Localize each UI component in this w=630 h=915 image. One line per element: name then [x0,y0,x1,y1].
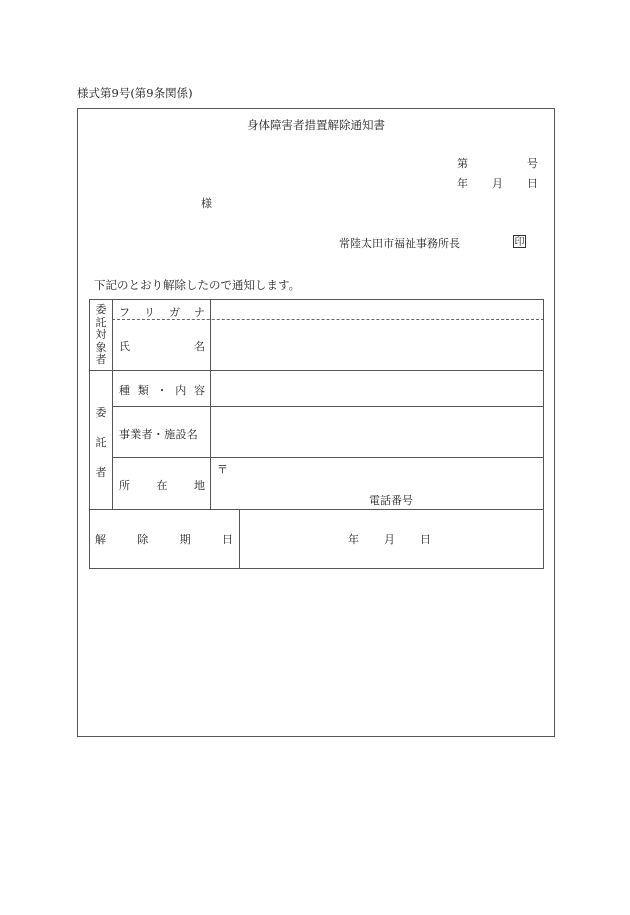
issuer-name: 常陸太田市福祉事務所長 [339,237,460,250]
addressee-suffix: 様 [201,197,212,210]
table-line [89,568,544,569]
release-date-label: 解 除 期 日 [95,533,233,546]
table-line [89,299,90,569]
seal-mark: 印 [514,237,525,248]
table-line [89,299,544,300]
type-content-label: 種 類 ・ 内 容 [119,384,205,397]
issue-date-day: 日 [527,177,538,190]
document-title: 身体障害者措置解除通知書 [247,118,385,132]
entrusted-person-header: 委 託 対 象 者 [95,303,107,366]
name-label: 氏 名 [119,340,205,353]
issue-date-month: 月 [492,177,503,190]
table-line [239,509,240,569]
table-line [210,299,211,509]
table-line [112,406,544,407]
document-frame [77,108,555,737]
postal-mark: 〒 [217,463,228,476]
issue-date-year: 年 [457,177,468,190]
form-number-label: 様式第9号(第9条関係) [77,86,193,100]
entrustee-header: 委 託 者 [95,406,107,479]
furigana-label: フ リ ガ ナ [119,306,205,319]
table-line [112,457,544,458]
table-line [112,299,113,509]
release-date-day: 日 [420,533,431,546]
release-date-month: 月 [384,533,395,546]
issue-number-suffix: 号 [527,157,538,170]
issue-number-prefix: 第 [457,157,468,170]
address-label: 所 在 地 [119,479,205,492]
table-line [543,299,544,569]
release-date-year: 年 [348,533,359,546]
business-facility-label: 事業者・施設名 [119,428,199,441]
table-line [89,509,544,510]
phone-label: 電話番号 [369,494,413,507]
notice-text: 下記のとおり解除したので通知します。 [94,278,301,292]
table-line [89,370,544,371]
